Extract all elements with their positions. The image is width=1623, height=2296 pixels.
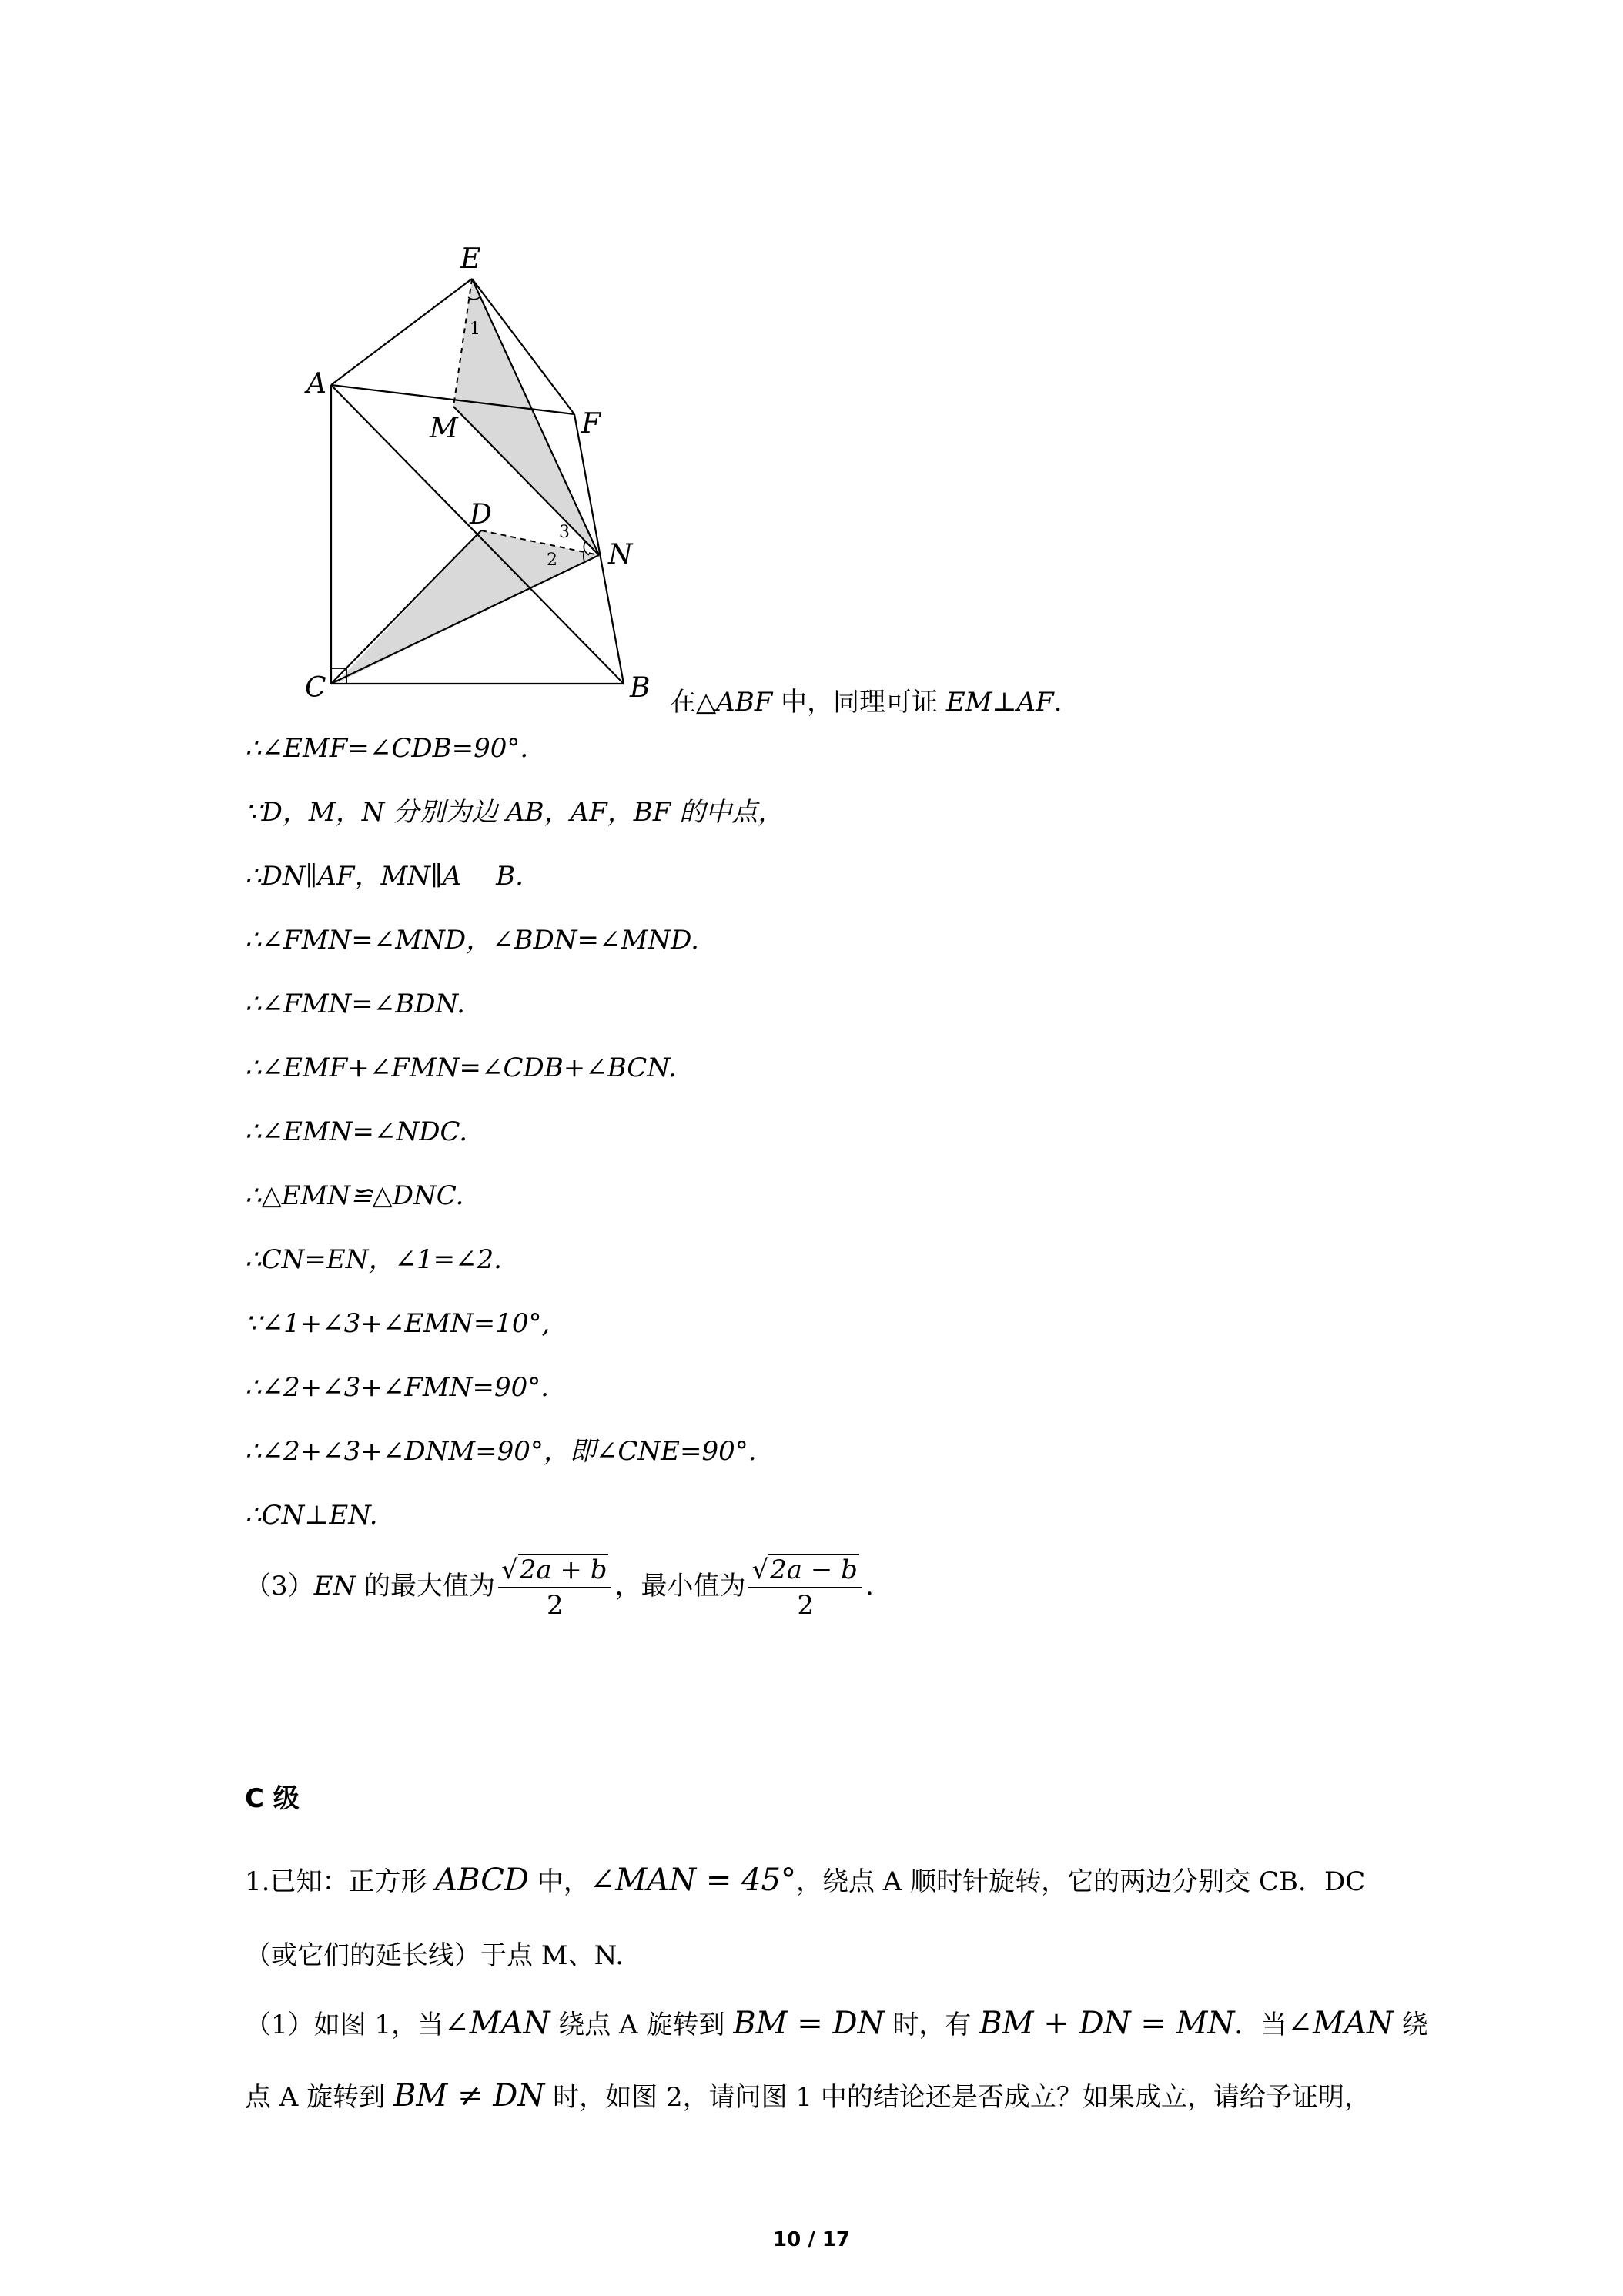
page-number: 10 / 17	[773, 2228, 850, 2251]
proof-lines	[245, 731, 1400, 1562]
label-b: B	[630, 672, 651, 704]
proof-line: ∴CN=EN，∠1=∠2.	[245, 1244, 502, 1275]
proof-line: ∵∠1+∠3+∠EMN=10°,	[245, 1308, 550, 1339]
problem-line-3: （1）如图 1，当∠MAN 绕点 A 旋转到 BM = DN 时，有 BM + DN = MN．当∠MAN 绕	[245, 2006, 1428, 2041]
proof-line: ∴∠2+∠3+∠FMN=90°.	[245, 1372, 550, 1403]
label-c: C	[305, 672, 326, 704]
segment-af	[331, 385, 574, 414]
problem-line-1: 1.已知：正方形 ABCD 中，∠MAN = 45°，绕点 A 顺时针旋转，它的两边分别交 CB．DC	[245, 1863, 1366, 1898]
proof-line: ∵D，M，N 分别为边 AB，AF，BF 的中点，	[245, 797, 785, 828]
sqrt-sign: √	[751, 1555, 769, 1585]
problem-line-4: 点 A 旋转到 BM ≠ DN 时，如图 2，请问图 1 中的结论还是否成立？如果成立，请给予证明，	[245, 2078, 1370, 2114]
label-n: N	[608, 539, 633, 571]
shaded-triangle-dnc	[336, 530, 599, 684]
angle-label-1: 1	[470, 320, 480, 339]
proof-line: ∴∠EMF+∠FMN=∠CDB+∠BCN.	[245, 1053, 677, 1083]
segment-ae	[331, 279, 472, 385]
label-d: D	[470, 499, 492, 530]
section-title: C 级	[245, 1783, 300, 1814]
proof-line: ∴∠EMN=∠NDC.	[245, 1116, 468, 1147]
geometry-figure	[285, 231, 716, 716]
angle-label-3: 3	[559, 523, 570, 542]
sqrt-sign: √	[501, 1555, 518, 1585]
proof-line: ∴∠FMN=∠BDN.	[245, 989, 465, 1019]
fraction-min: $\frac{√2a - b}{2}$	[748, 1553, 862, 1622]
proof-line: ∴∠FMN=∠MND，∠BDN=∠MND.	[245, 925, 699, 956]
label-f: F	[581, 408, 601, 440]
label-a: A	[306, 368, 326, 400]
proof-line: ∴DN∥AF，MN∥A B.	[245, 861, 524, 892]
figure-caption: 在△ABF 中，同理可证 EM⊥AF.	[670, 687, 1062, 718]
angle-label-2: 2	[547, 551, 557, 570]
fraction-max: $\frac{√2a + b}{2}$	[498, 1553, 611, 1622]
proof-line: ∴△EMN≌△DNC.	[245, 1180, 464, 1211]
label-m: M	[430, 413, 458, 444]
proof-line: ∴∠EMF=∠CDB=90°.	[245, 733, 529, 764]
part3-answer: （3）EN 的最大值为 $\frac{√2a + b}{2}$ ，最小值为 $\frac{√2a - b}{2}$ .	[245, 1555, 874, 1621]
label-e: E	[460, 243, 481, 275]
proof-line: ∴CN⊥EN.	[245, 1500, 378, 1531]
proof-line: ∴∠2+∠3+∠DNM=90°，即∠CNE=90°.	[245, 1436, 757, 1467]
problem-line-2: （或它们的延长线）于点 M、N.	[245, 1940, 624, 1971]
